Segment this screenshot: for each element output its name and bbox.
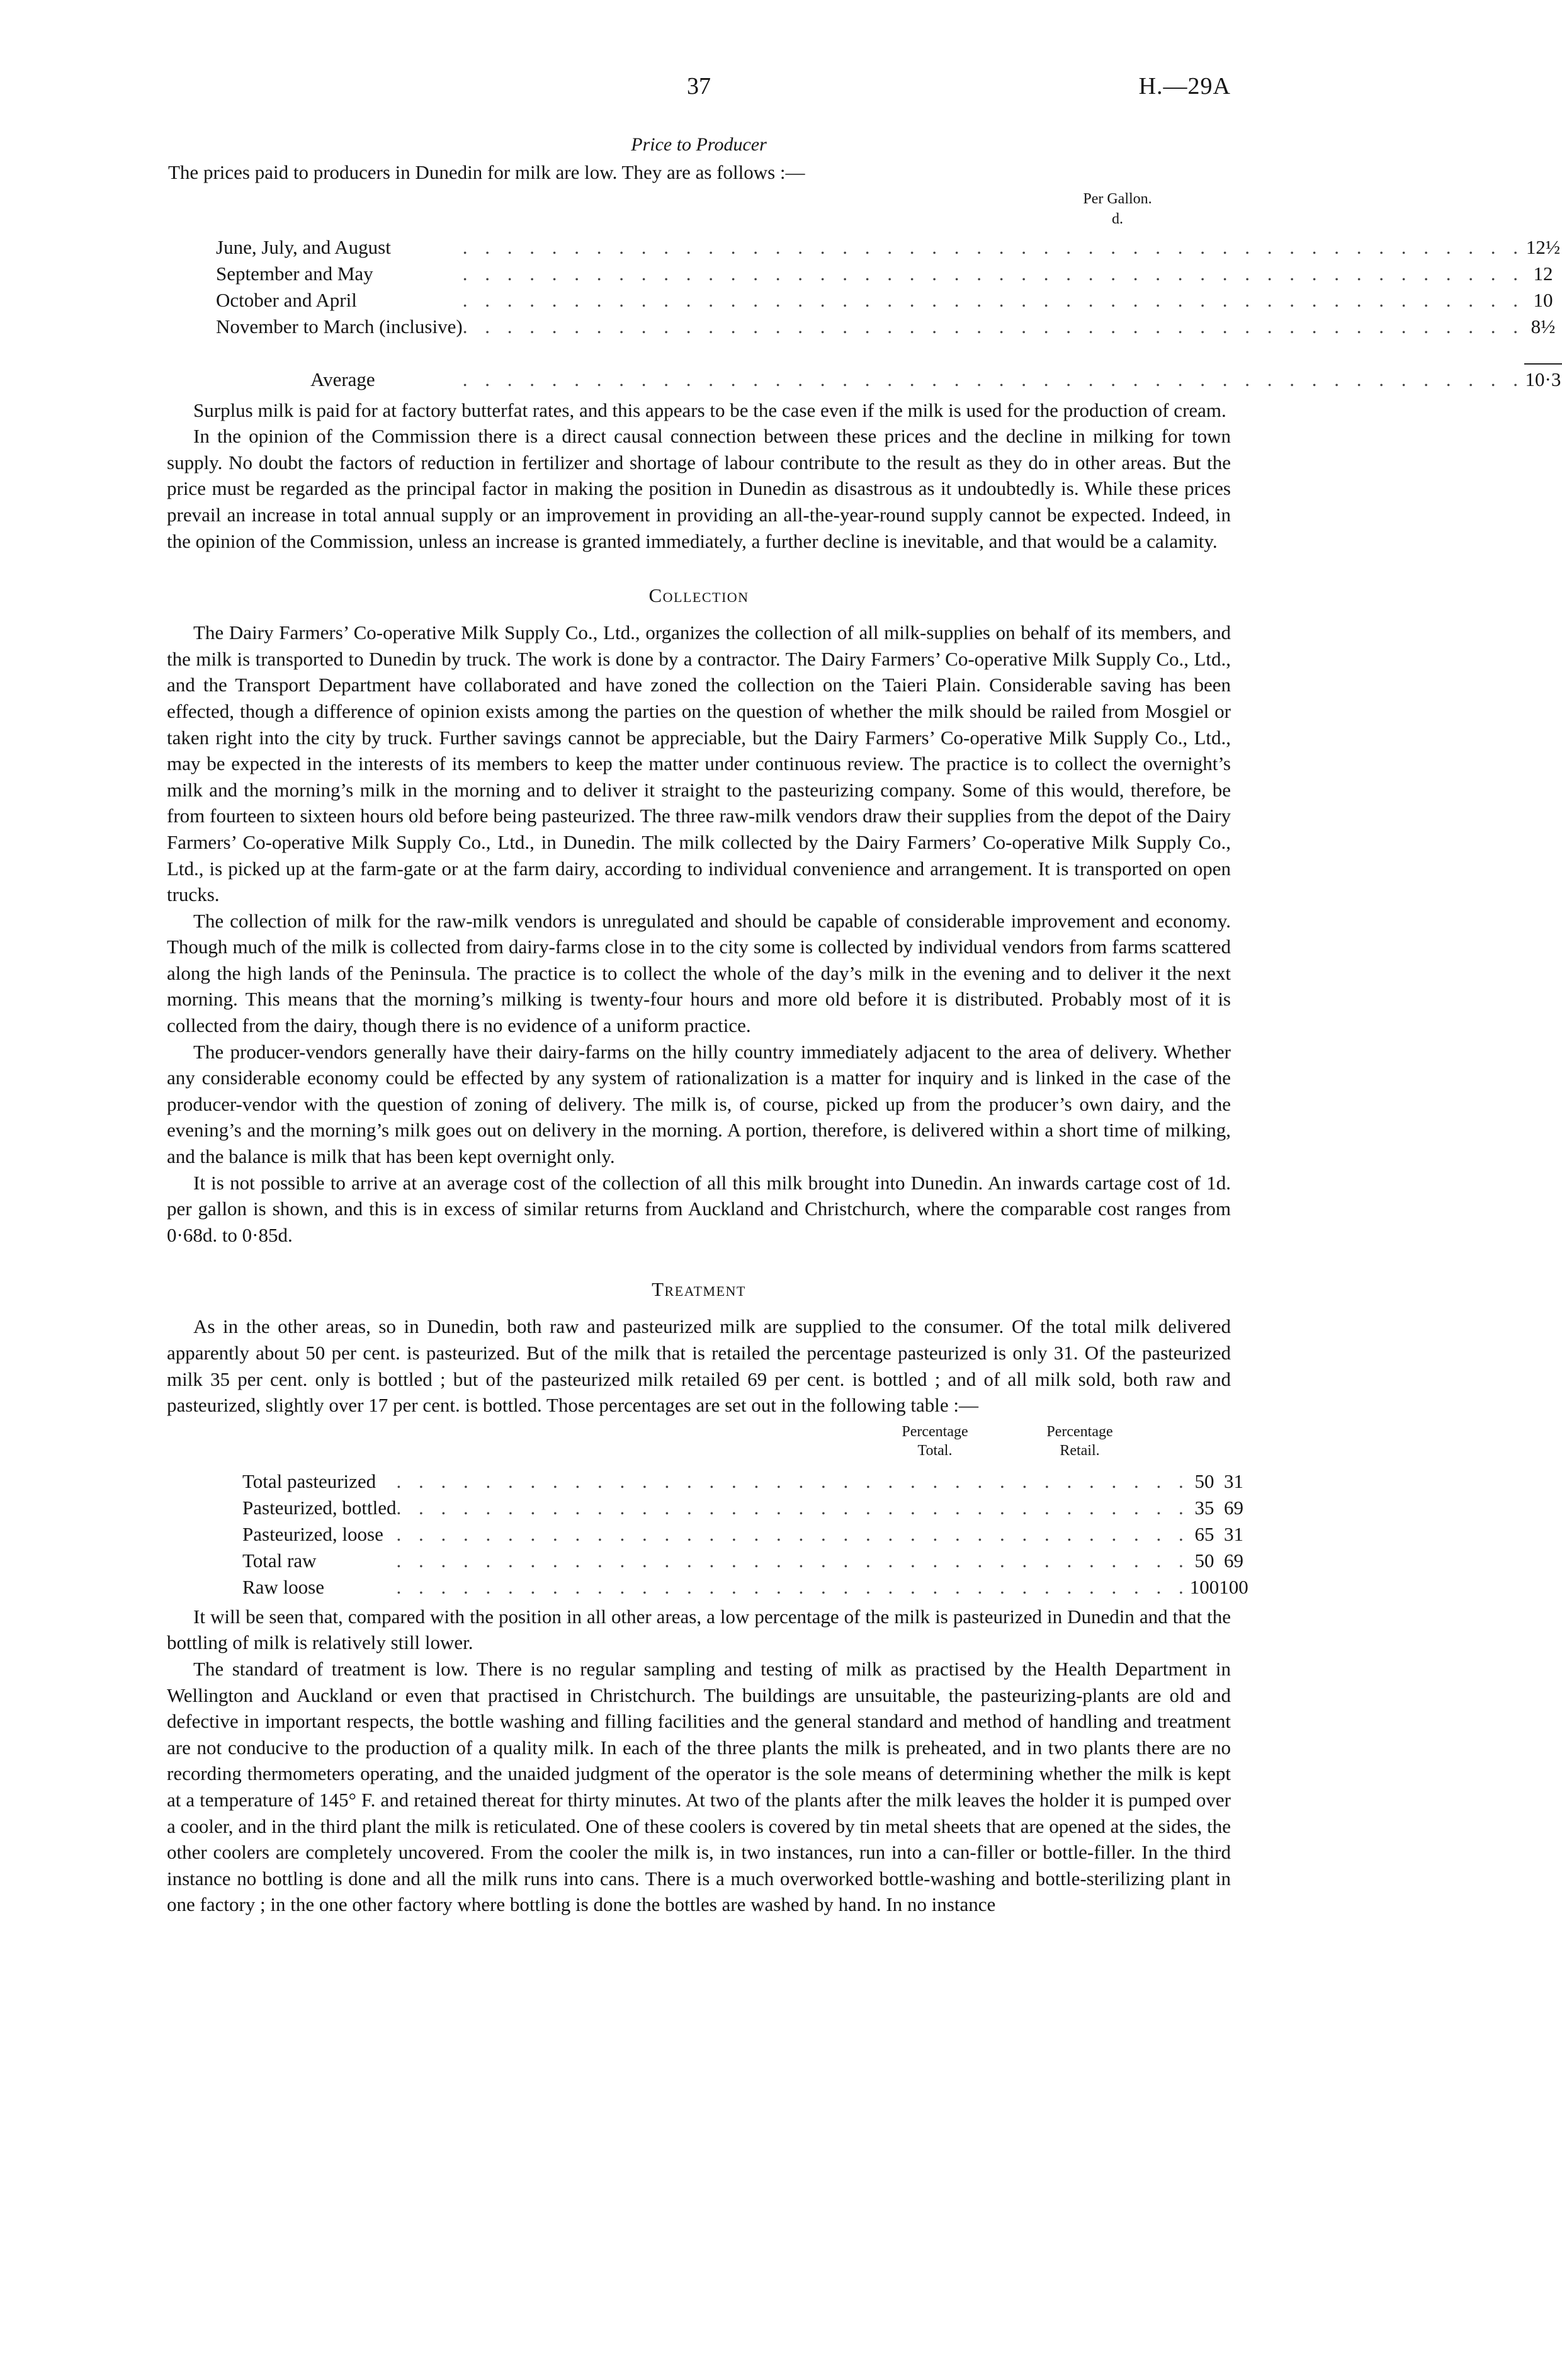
document-page [167,72,1561,1918]
document-reference: H.—29A [1138,73,1231,99]
page-header [167,72,1231,110]
table-row [242,1572,1248,1599]
price-intro: The prices paid to producers in Dunedin for milk are low. They are as follows :— [168,161,805,183]
per-gallon-label: Per Gallon. [1083,190,1152,207]
paragraph: The producer-vendors generally have their dairy-farms on the hilly country immediately adjacent to the area of delivery. Whether any considerable economy could be effected by any system of rationalization is a matter for inquiry and is linked in the case of the producer-vendor with the question of zoning of delivery. The milk is, of course, picked up from the producer’s own dairy, and the evening’s and the morning’s milk goes out on delivery in the morning. A portion, therefore, is delivered within a short time of milking, and the balance is milk that has been kept overnight only. [167,1040,1231,1168]
leader-dots: . . . . . . . . . . . . . . . . . . . . . . . . . . . . . . . . . . . . [396,1549,1190,1572]
price-label: June, July, and August [216,235,391,258]
retail-value: 31 [1224,1470,1243,1492]
total-value: 35 [1194,1496,1214,1519]
leader-dots: . . . . . . . . . . . . . . . . . . . . . . . . . . . . . . . . . . . . . . . . . . . . . . . . [462,288,1524,311]
row-label: Raw loose [242,1575,325,1598]
paragraph: In the opinion of the Commission there is a direct causal connection between these prices and the decline in milking for town supply. No doubt the factors of reduction in fertilizer and shortage of labour contribute to the result as they do in other areas. But the price must be regarded as the principal factor in making the position in Dunedin as disastrous as it undoubtedly is. While these prices prevail an increase in total annual supply or an improvement in providing an all-the-year-round supply cannot be expected. Indeed, in the opinion of the Commission, unless an increase is granted immediately, a further decline is inevitable, and that would be a calamity. [167,425,1231,552]
paragraph: The standard of treatment is low. There is no regular sampling and testing of milk as practised by the Health Department in Wellington and Auckland or even that practised in Christchurch. The buildings are unsuitable, the pasteurizing-plants are old and defective in important respects, the bottle washing and filling facilities and the general standard and method of handling and treatment are not conducive to the production of a quality milk. In each of the three plants the milk is preheated, and in two plants there are no recording thermometers operating, and the unaided judgment of the operator is the sole means of determining whether the milk is kept at a temperature of 145° F. and retained thereat for thirty minutes. At two of the plants after the milk leaves the holder it is pumped over a cooler, and in the third plant the milk is reticulated. One of these coolers is covered by tin metal sheets that are opened at the sides, the other coolers are completely uncovered. From the cooler the milk is, in two instances, run into a can-filler or bottle-filler. In the third instance no bottling is done and all the milk runs into cans. There is a much overworked bottle-washing and bottle-sterilizing plant in one factory ; in the one other factory where bottling is done the bottles are washed by hand. In no instance [167,1657,1231,1916]
paragraph: The collection of milk for the raw-milk vendors is unregulated and should be capable of considerable improvement and economy. Though much of the milk is collected from dairy-farms close in to the city some is collected by individual vendors from farms scattered along the high lands of the Peninsula. The practice is to collect the whole of the day’s milk in the evening and to deliver it the next morning. This means that the morning’s milking is twenty-four hours and more old before it is distributed. Probably most of it is collected from the dairy, though there is no evidence of a uniform practice. [167,909,1231,1037]
treatment-heading: Treatment [652,1278,746,1301]
table-row-average [216,365,1562,391]
percentage-table [242,1466,1248,1599]
retail-value: 31 [1224,1522,1243,1545]
leader-dots: . . . . . . . . . . . . . . . . . . . . . . . . . . . . . . . . . . . . [396,1575,1190,1598]
price-label: September and May [216,262,373,285]
leader-dots: . . . . . . . . . . . . . . . . . . . . . . . . . . . . . . . . . . . . . . . . . . . . . . . . [462,235,1524,258]
percentage-retail-sub: Retail. [1060,1442,1100,1459]
total-value: 65 [1194,1522,1214,1545]
total-value: 50 [1194,1549,1214,1572]
row-label: Pasteurized, loose [242,1522,383,1545]
table-row [216,285,1562,312]
paragraph: It will be seen that, compared with the position in all other areas, a low percentage of the milk is pasteurized in Dunedin and that the bottling of milk is relatively still lower. [167,1605,1231,1654]
page-number: 37 [687,73,711,99]
price-column-header [167,187,1231,232]
leader-dots: . . . . . . . . . . . . . . . . . . . . . . . . . . . . . . . . . . . . . . . . . . . . . . . . [462,368,1524,390]
average-label: Average [310,368,375,390]
retail-value: 69 [1224,1549,1243,1572]
retail-value: 69 [1224,1496,1243,1519]
retail-value: 100 [1219,1575,1248,1598]
table-row [242,1546,1248,1572]
price-label: November to March (inclusive) [216,315,463,337]
pence-unit-label: d. [1112,210,1123,227]
table-row [216,232,1562,259]
table-row [242,1466,1248,1493]
price-label: October and April [216,288,357,311]
price-value: 8½ [1531,315,1556,337]
total-value: 100 [1189,1575,1220,1598]
total-value: 50 [1194,1470,1214,1492]
average-value: 10·3 [1525,368,1561,390]
leader-dots: . . . . . . . . . . . . . . . . . . . . . . . . . . . . . . . . . . . . [396,1470,1190,1492]
table-row [216,259,1562,285]
price-value: 12½ [1525,235,1561,258]
leader-dots: . . . . . . . . . . . . . . . . . . . . . . . . . . . . . . . . . . . . . . . . . . . . . . . . [462,262,1524,285]
table-row [242,1519,1248,1546]
table-row-rule [216,338,1562,365]
leader-dots: . . . . . . . . . . . . . . . . . . . . . . . . . . . . . . . . . . . . . . . . . . . . . . . . [462,315,1524,337]
price-value: 12 [1533,262,1553,285]
percentage-total-label: Percentage [902,1423,968,1440]
percentage-retail-label: Percentage [1046,1423,1113,1440]
paragraph: It is not possible to arrive at an average cost of the collection of all this milk brought into Dunedin. An inwards cartage cost of 1d. per gallon is shown, and this is in excess of similar returns from Auckland and Christchurch, where the comparable cost ranges from 0·68d. to 0·85d. [167,1171,1231,1246]
paragraph: The Dairy Farmers’ Co-operative Milk Supply Co., Ltd., organizes the collection of all milk-supplies on behalf of its members, and the milk is transported to Dunedin by truck. The work is done by a contractor. The Dairy Farmers’ Co-operative Milk Supply Co., Ltd., and the Transport Department have collaborated and have zoned the collection on the Taieri Plain. Considerable saving has been effected, though a difference of opinion exists among the parties on the question of whether the milk should be railed from Mosgiel or taken right into the city by truck. Further savings cannot be appreciable, but the Dairy Farmers’ Co-operative Milk Supply Co., Ltd., may be expected in the interests of its members to keep the matter under continuous review. The practice is to collect the overnight’s milk and the morning’s milk in the morning and to deliver it straight to the pasteurizing company. Some of this would, therefore, be from fourteen to sixteen hours old before being pasteurized. The three raw-milk vendors draw their supplies from the depot of the Dairy Farmers’ Co-operative Milk Supply Co., Ltd., in Dunedin. The milk collected by the Dairy Farmers’ Co-operative Milk Supply Co., Ltd., is picked up at the farm-gate or at the farm dairy, according to individual convenience and arrangement. It is transported on open trucks. [167,621,1231,906]
row-label: Pasteurized, bottled [242,1496,397,1519]
row-label: Total raw [242,1549,317,1572]
percentage-column-header [167,1421,1231,1466]
leader-dots: . . . . . . . . . . . . . . . . . . . . . . . . . . . . . . . . . . . . [396,1522,1190,1545]
price-heading: Price to Producer [631,134,767,155]
paragraph: Surplus milk is paid for at factory butterfat rates, and this appears to be the case even if the milk is used for the production of cream. [193,399,1226,421]
paragraph: As in the other areas, so in Dunedin, both raw and pasteurized milk are supplied to the consumer. Of the total milk delivered apparently about 50 per cent. is pasteurized. But of the milk that is retailed the percentage pasteurized is only 31. Of the pasteurized milk 35 per cent. only is bottled ; but of the pasteurized milk retailed 69 per cent. is bottled ; and of all milk sold, both raw and pasteurized, slightly over 17 per cent. is bottled. Those percentages are set out in the following table :— [167,1315,1231,1417]
collection-heading: Collection [648,584,749,607]
percentage-total-sub: Total. [917,1442,953,1459]
table-row [216,312,1562,338]
leader-dots: . . . . . . . . . . . . . . . . . . . . . . . . . . . . . . . . . . . . [396,1496,1190,1519]
row-label: Total pasteurized [242,1470,376,1492]
price-value: 10 [1533,288,1553,311]
price-table [216,232,1562,391]
table-row [242,1493,1248,1519]
